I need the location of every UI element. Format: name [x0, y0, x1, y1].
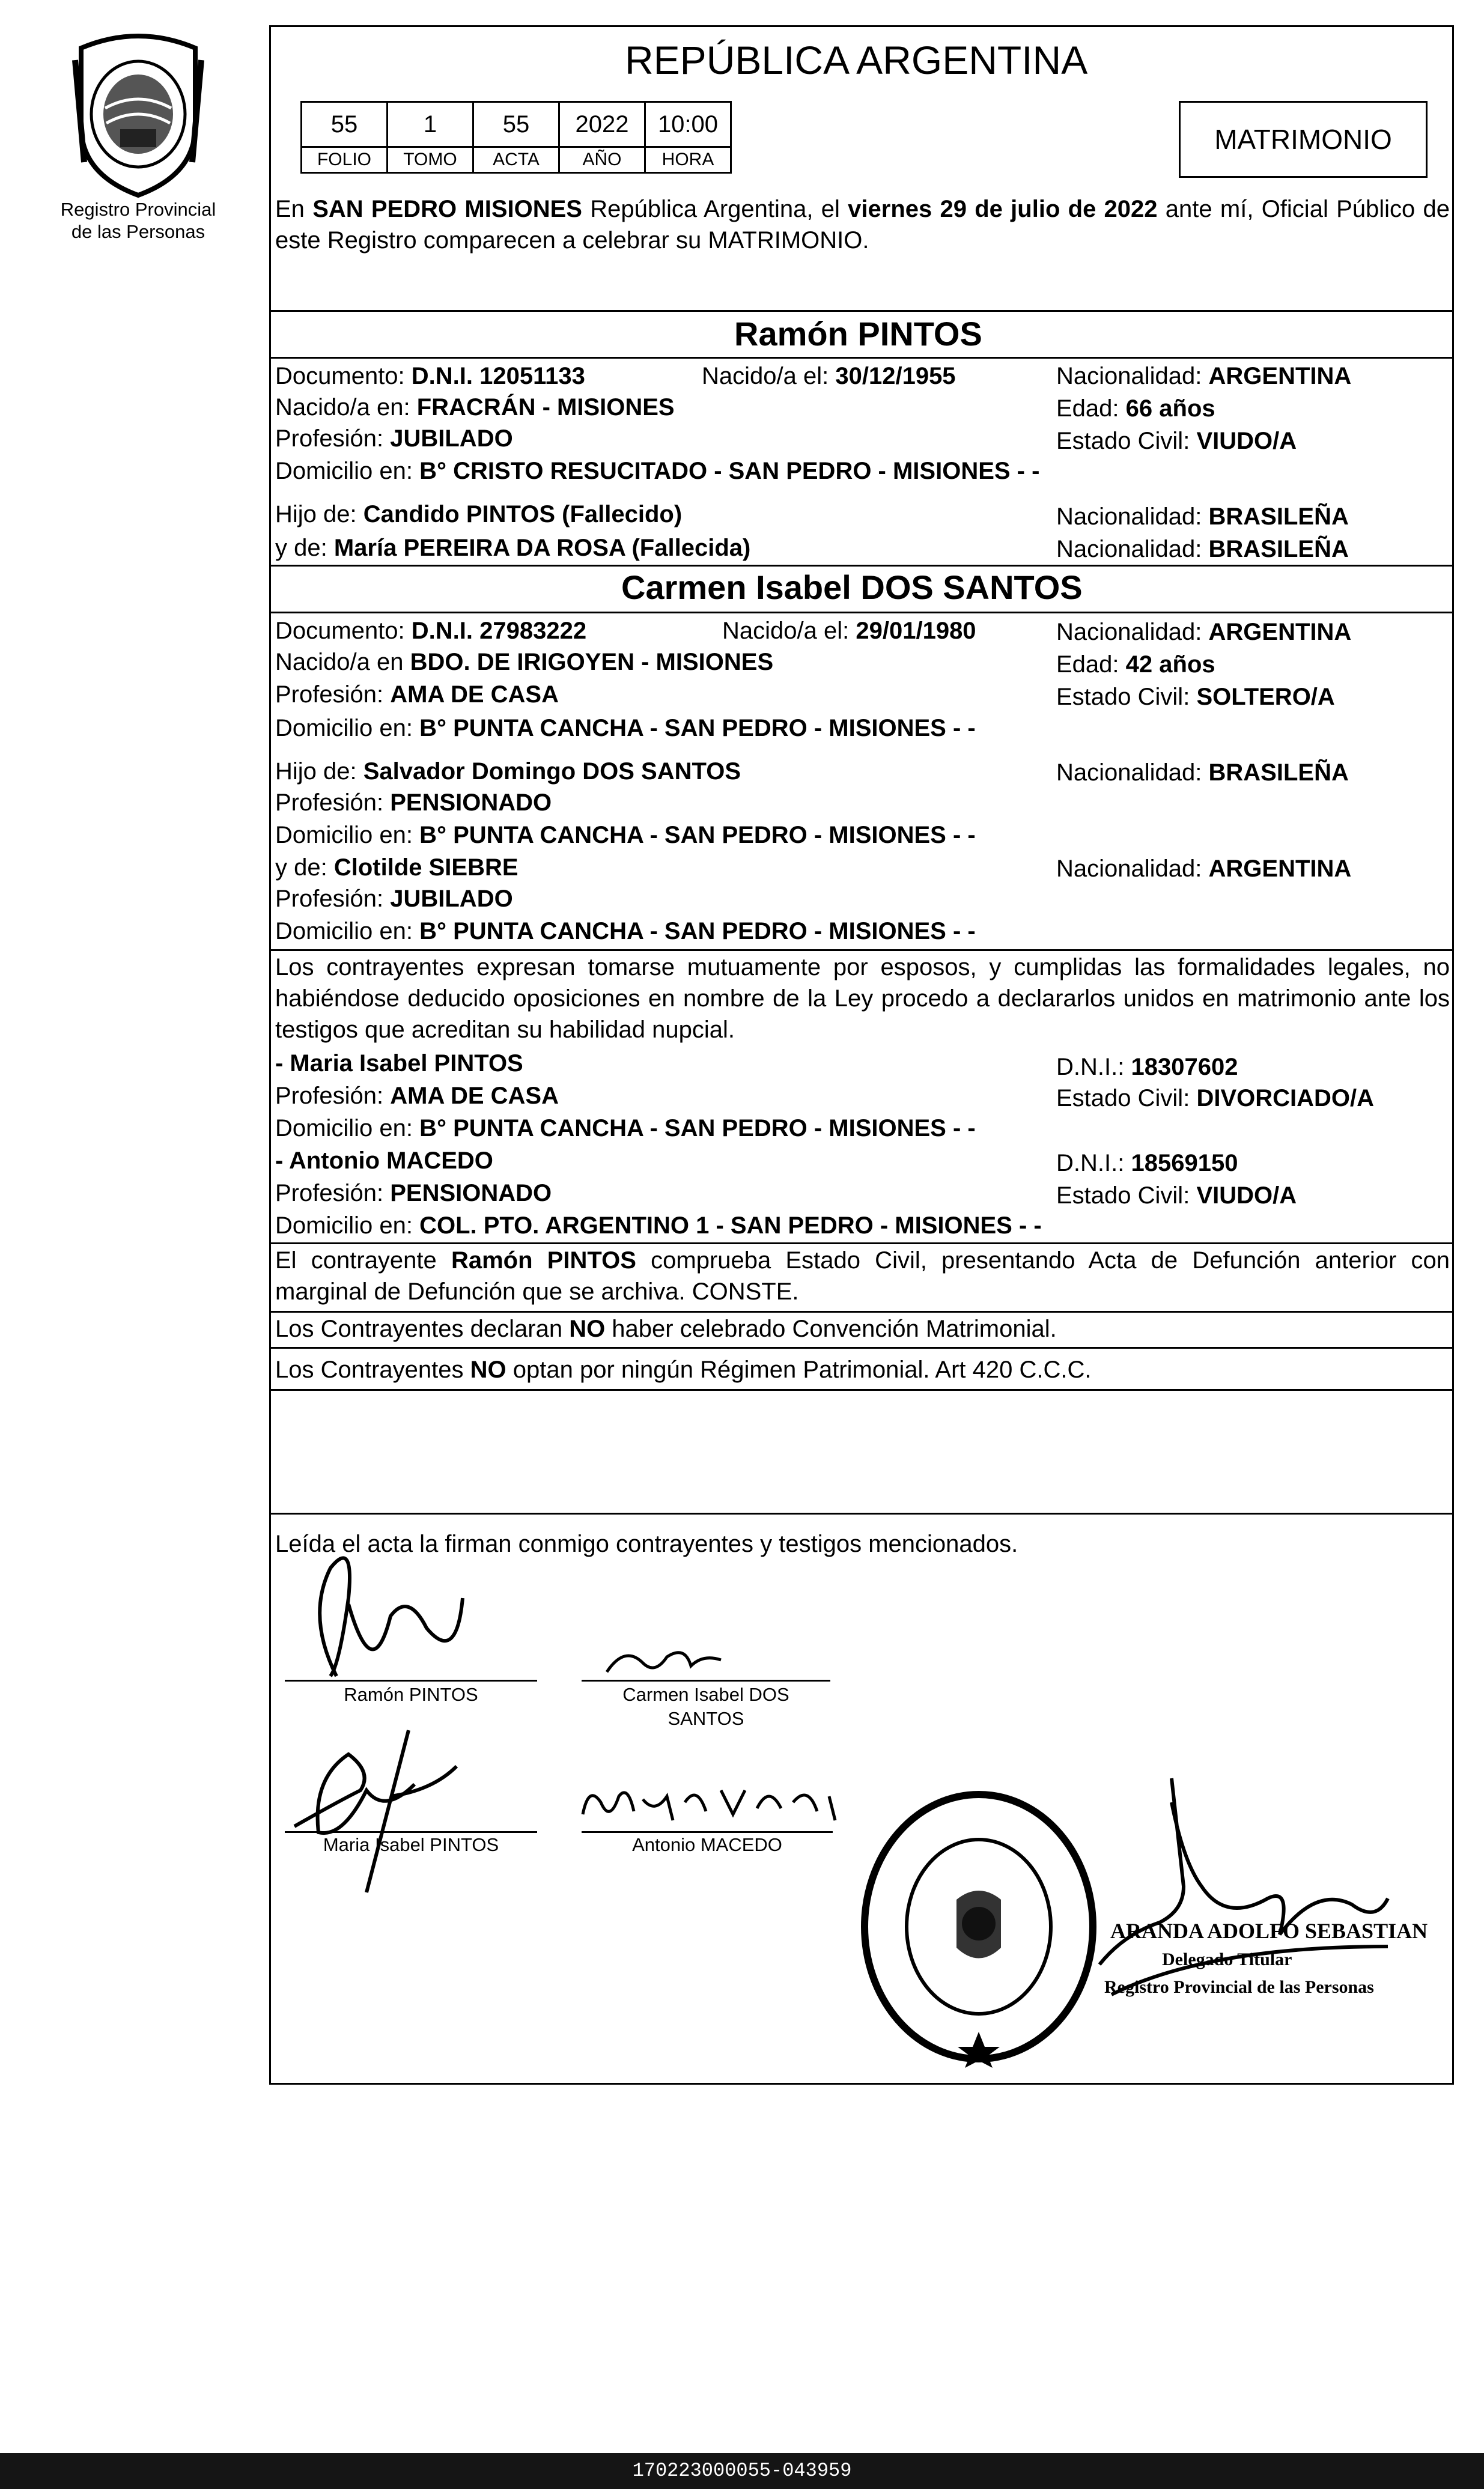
acta-value: 55: [473, 102, 559, 147]
witness2-civil-status: Estado Civil: VIUDO/A: [1056, 1182, 1297, 1209]
act-type-box: MATRIMONIO: [1179, 101, 1428, 178]
convention-line-1: Los Contrayentes declaran NO haber celebrado Convención Matrimonial.: [275, 1316, 1057, 1342]
witness2-signature: [577, 1778, 859, 1838]
bride-father-profession: Profesión: PENSIONADO: [275, 789, 552, 816]
bride-nationality: Nacionalidad: ARGENTINA: [1056, 619, 1352, 645]
logo-label-2: de las Personas: [71, 221, 205, 242]
bride-signature-label-2: SANTOS: [667, 1708, 744, 1729]
bride-mother: y de: Clotilde SIEBRE: [275, 854, 518, 881]
anio-label: AÑO: [559, 147, 645, 173]
groom-mother: y de: María PEREIRA DA ROSA (Fallecida): [275, 535, 751, 561]
official-name: ARANDA ADOLFO SEBASTIAN: [1110, 1919, 1428, 1943]
registry-logo: [30, 24, 246, 243]
official-title: Delegado Titular: [1162, 1950, 1292, 1969]
groom-mother-nationality: Nacionalidad: BRASILEÑA: [1056, 536, 1349, 562]
provincial-seal-icon: [63, 24, 213, 198]
witness1-dni: D.N.I.: 18307602: [1056, 1054, 1238, 1080]
witness1-civil-status: Estado Civil: DIVORCIADO/A: [1056, 1085, 1375, 1111]
acta-label: ACTA: [473, 147, 559, 173]
hora-value: 10:00: [645, 102, 731, 147]
witness1-signature-label: Maria Isabel PINTOS: [323, 1834, 499, 1855]
bride-mother-nationality: Nacionalidad: ARGENTINA: [1056, 855, 1352, 882]
bride-age: Edad: 42 años: [1056, 651, 1215, 678]
witness2-profession: Profesión: PENSIONADO: [275, 1180, 552, 1206]
tomo-label: TOMO: [388, 147, 473, 173]
folio-label: FOLIO: [302, 147, 388, 173]
bride-birthplace: Nacido/a en BDO. DE IRIGOYEN - MISIONES: [275, 649, 774, 675]
bride-address: Domicilio en: B° PUNTA CANCHA - SAN PEDRO - MISIONES - -: [275, 715, 976, 741]
hora-label: HORA: [645, 147, 731, 173]
groom-father: Hijo de: Candido PINTOS (Fallecido): [275, 501, 683, 527]
place: SAN PEDRO MISIONES: [312, 196, 582, 222]
bride-doc: Documento: D.N.I. 27983222: [275, 618, 587, 644]
closing-text: Leída el acta la firman conmigo contrayentes y testigos mencionados.: [275, 1531, 1018, 1557]
footer-code: 170223000055-043959: [0, 2453, 1484, 2489]
intro-paragraph: En SAN PEDRO MISIONES República Argentina, el viernes 29 de julio de 2022 ante mí, Oficial Público de este Registro comparecen a celebrar su MATRIMONIO.: [275, 196, 1450, 254]
groom-doc: Documento: D.N.I. 12051133: [275, 363, 585, 389]
groom-nationality: Nacionalidad: ARGENTINA: [1056, 363, 1352, 389]
bride-signature: [601, 1639, 739, 1681]
official-organization: Registro Provincial de las Personas: [1104, 1977, 1374, 1997]
country-title: REPÚBLICA ARGENTINA: [625, 38, 1088, 82]
civil-status-note: El contrayente Ramón PINTOS comprueba Estado Civil, presentando Acta de Defunción anterior con marginal de Defunción que se archiva. CONSTE.: [275, 1247, 1450, 1305]
witness2-name: - Antonio MACEDO: [275, 1147, 493, 1174]
anio-value: 2022: [559, 102, 645, 147]
bride-father-nationality: Nacionalidad: BRASILEÑA: [1056, 759, 1349, 786]
registry-table: [300, 101, 732, 174]
groom-civil-status: Estado Civil: VIUDO/A: [1056, 428, 1297, 454]
bride-civil-status: Estado Civil: SOLTERO/A: [1056, 684, 1335, 710]
witness1-signature: [276, 1718, 505, 1898]
witness2-signature-label: Antonio MACEDO: [632, 1834, 782, 1855]
bride-profession: Profesión: AMA DE CASA: [275, 681, 559, 708]
groom-profession: Profesión: JUBILADO: [275, 425, 513, 452]
official-stamp: [856, 1785, 1102, 2068]
groom-signature-label: Ramón PINTOS: [344, 1684, 478, 1705]
bride-born: Nacido/a el: 29/01/1980: [722, 618, 976, 644]
act-date: viernes 29 de julio de 2022: [848, 196, 1158, 222]
groom-age: Edad: 66 años: [1056, 395, 1215, 422]
bride-signature-label-1: Carmen Isabel DOS: [622, 1684, 789, 1705]
convention-line-2: Los Contrayentes NO optan por ningún Régimen Patrimonial. Art 420 C.C.C.: [275, 1357, 1092, 1383]
bride-father: Hijo de: Salvador Domingo DOS SANTOS: [275, 758, 741, 785]
witness1-name: - Maria Isabel PINTOS: [275, 1050, 523, 1077]
groom-name: Ramón PINTOS: [734, 315, 982, 353]
groom-birthplace: Nacido/a en: FRACRÁN - MISIONES: [275, 394, 675, 421]
groom-born: Nacido/a el: 30/12/1955: [702, 363, 956, 389]
witness2-dni: D.N.I.: 18569150: [1056, 1150, 1238, 1176]
folio-value: 55: [302, 102, 388, 147]
groom-father-nationality: Nacionalidad: BRASILEÑA: [1056, 503, 1349, 530]
witness2-address: Domicilio en: COL. PTO. ARGENTINO 1 - SAN PEDRO - MISIONES - -: [275, 1212, 1042, 1239]
tomo-value: 1: [388, 102, 473, 147]
groom-signature: [282, 1544, 487, 1688]
declaration-paragraph: Los contrayentes expresan tomarse mutuamente por esposos, y cumplidas las formalidades legales, no habiéndose deducido oposiciones en nombre de la Ley procedo a declararlos unidos en matrimonio ante los testigos que acreditan su habilidad nupcial.: [275, 954, 1450, 1043]
witness1-address: Domicilio en: B° PUNTA CANCHA - SAN PEDRO - MISIONES - -: [275, 1115, 976, 1141]
bride-mother-address: Domicilio en: B° PUNTA CANCHA - SAN PEDRO - MISIONES - -: [275, 918, 976, 944]
logo-label-1: Registro Provincial: [60, 199, 216, 220]
groom-address: Domicilio en: B° CRISTO RESUCITADO - SAN PEDRO - MISIONES - -: [275, 458, 1040, 484]
bride-name: Carmen Isabel DOS SANTOS: [621, 568, 1083, 606]
bride-father-address: Domicilio en: B° PUNTA CANCHA - SAN PEDRO - MISIONES - -: [275, 822, 976, 848]
bride-mother-profession: Profesión: JUBILADO: [275, 886, 513, 912]
witness1-profession: Profesión: AMA DE CASA: [275, 1083, 559, 1109]
